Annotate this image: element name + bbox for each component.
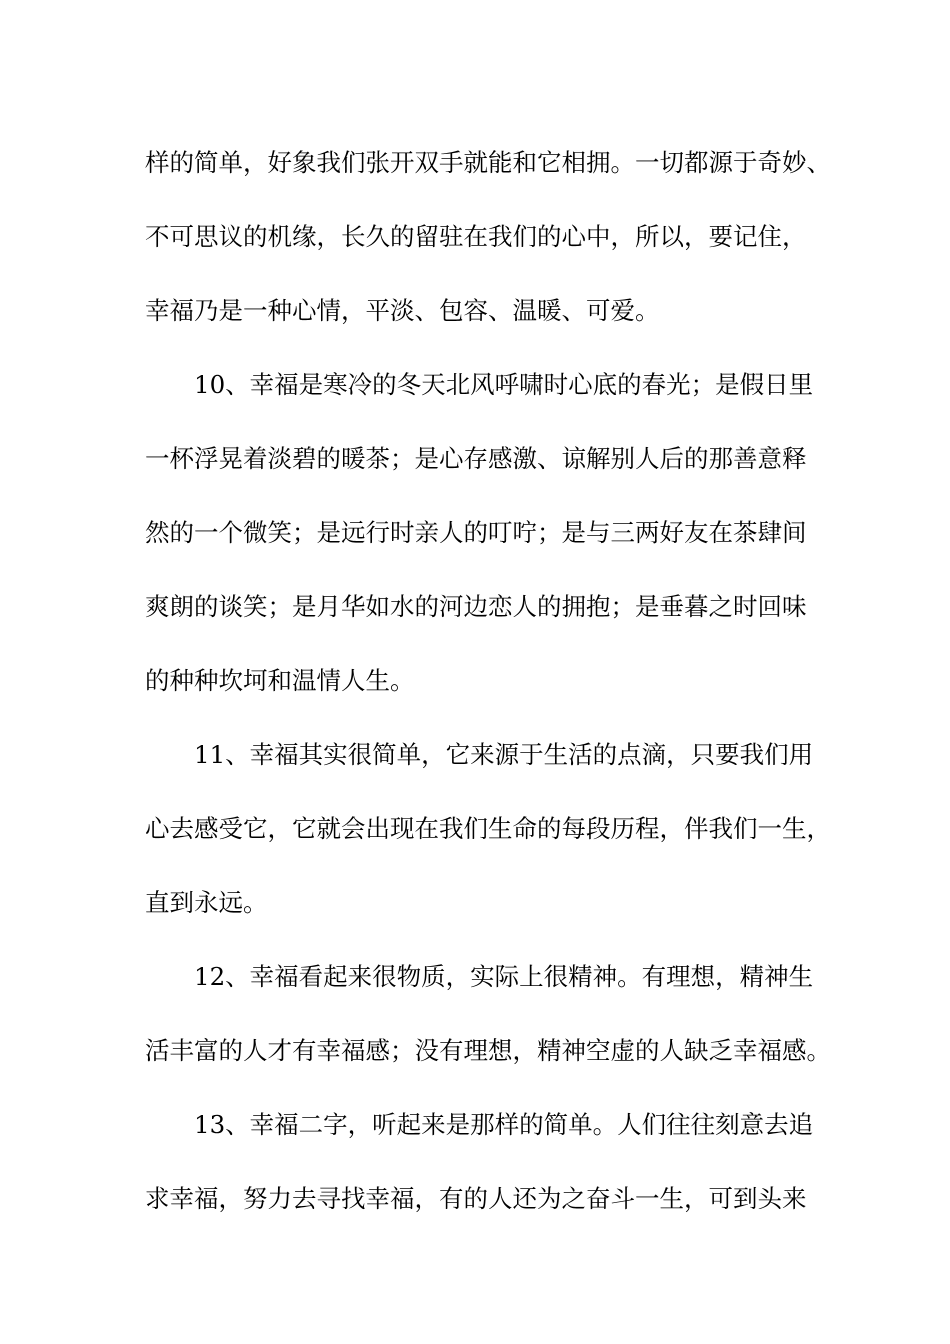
text-line-1: 样的简单，好象我们张开双手就能和它相拥。一切都源于奇妙、 [145, 148, 831, 177]
paragraph-10-start: 10、幸福是寒冷的冬天北风呼啸时心底的春光；是假日里 [194, 370, 814, 399]
text-line-11: 直到永远。 [145, 888, 268, 917]
text-line-10: 心去感受它，它就会出现在我们生命的每段历程，伴我们一生， [145, 814, 831, 843]
text-line-2: 不可思议的机缘，长久的留驻在我们的心中，所以，要记住， [145, 222, 807, 251]
paragraph-13-start: 13、幸福二字，听起来是那样的简单。人们往往刻意去追 [194, 1110, 814, 1139]
text-line-8: 的种种坎坷和温情人生。 [145, 666, 415, 695]
text-line-13: 活丰富的人才有幸福感；没有理想，精神空虚的人缺乏幸福感。 [145, 1036, 831, 1065]
text-line-7: 爽朗的谈笑；是月华如水的河边恋人的拥抱；是垂暮之时回味 [145, 592, 807, 621]
paragraph-12-start: 12、幸福看起来很物质，实际上很精神。有理想，精神生 [194, 962, 814, 991]
text-line-6: 然的一个微笑；是远行时亲人的叮咛；是与三两好友在茶肆间 [145, 518, 807, 547]
document-body [145, 126, 835, 1236]
paragraph-11-start: 11、幸福其实很简单，它来源于生活的点滴，只要我们用 [194, 740, 814, 769]
text-line-15: 求幸福，努力去寻找幸福，有的人还为之奋斗一生，可到头来 [145, 1184, 807, 1213]
text-line-3: 幸福乃是一种心情，平淡、包容、温暖、可爱。 [145, 296, 660, 325]
text-line-5: 一杯浮晃着淡碧的暖茶；是心存感激、谅解别人后的那善意释 [145, 444, 807, 473]
